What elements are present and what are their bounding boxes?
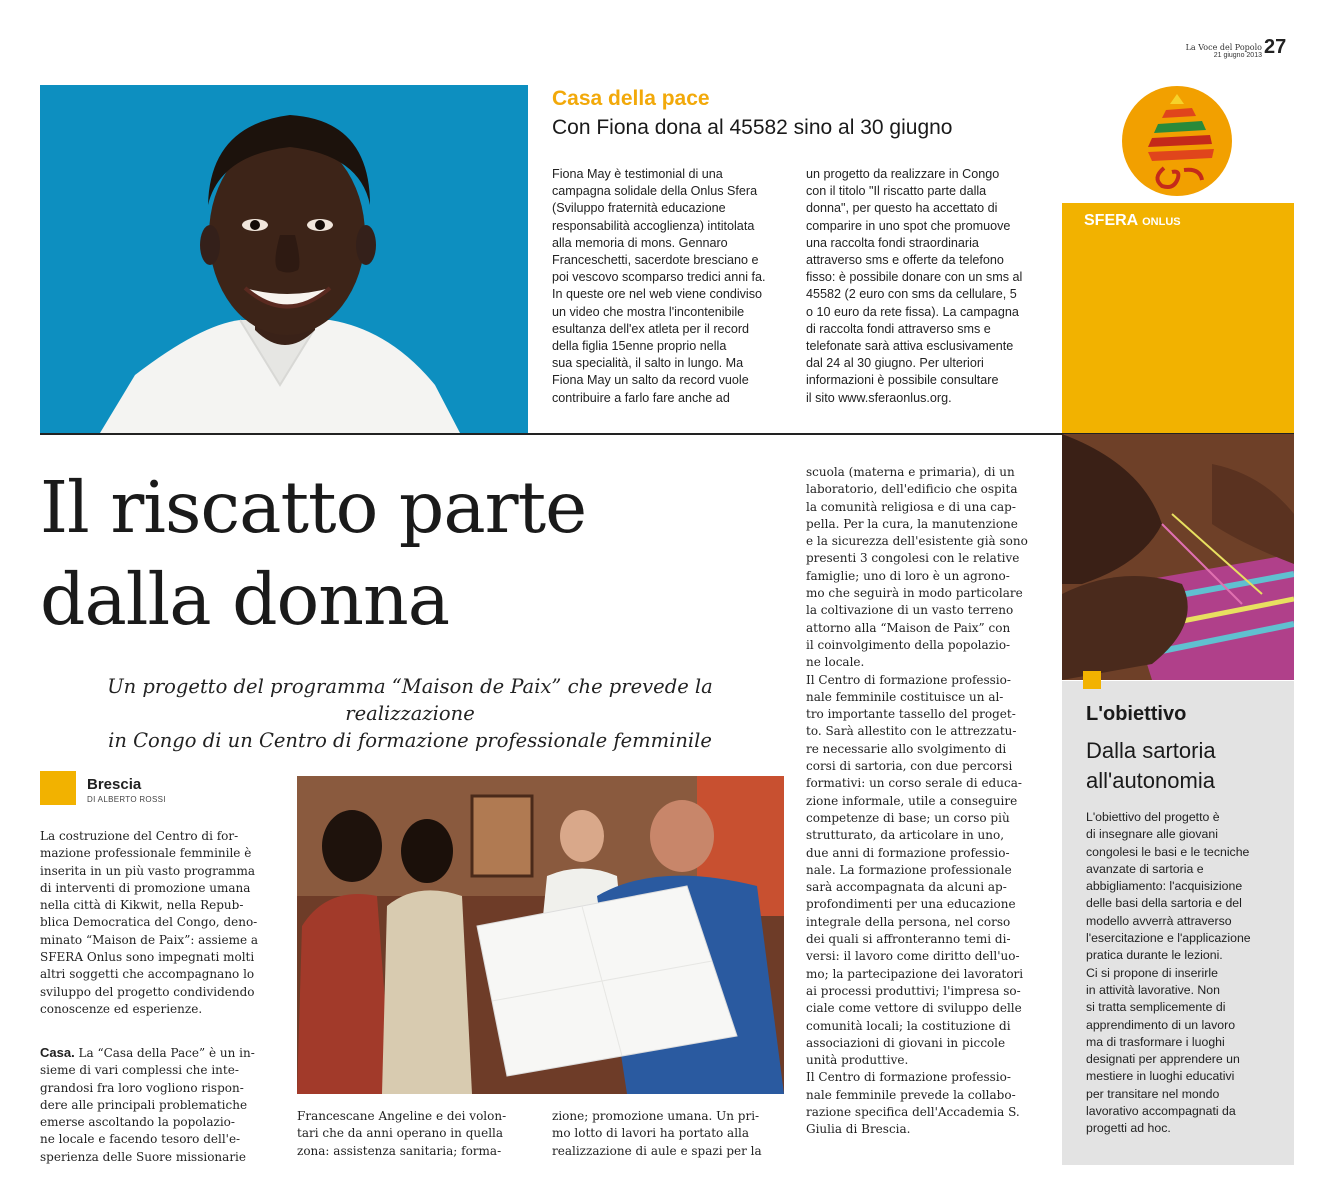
- byline-city: Brescia: [87, 776, 142, 793]
- sfera-name-main: SFERA: [1084, 212, 1138, 229]
- sfera-logo-icon: [1122, 86, 1232, 196]
- top-article-column-1: Fiona May è testimonial di una campagna solidale della Onlus Sfera (Sviluppo fraternità educazione responsabilità accoglienza) intitolata alla memoria di mons. Gennaro Franceschetti, sacerdote bresciano e poi vescovo scomparso tredici anni fa. In queste ore nel web viene condiviso un video che mostra l'incontenibile esultanza dell'ex atleta per il record della figlia 15enne proprio nella sua specialità, il salto in lungo. Ma Fiona May un salto da record vuole contribuire a farlo fare anche ad: [552, 167, 766, 405]
- main-column-4-text: scuola (materna e primaria), di un laboratorio, dell'edificio che ospita la comunità religiosa e di una cap- pella. Per la cura, la manutenzione e la sicurezza dell'esistente già sono presenti 3 congolesi con le relative famiglie; uno di loro è un agrono- mo che seguirà in modo particolare la coltivazione di un vasto terreno attorno alla “Maison de Paix” con il coinvolgimento della popolazio- ne locale. Il Centro di formazione professio- nale femminile costituisce un al- tro importante tassello del proget- to. Sarà allestito con le attrezzatu- re necessarie allo svolgimento di corsi di sartoria, con due percorsi formativi: un corso serale di educa- zione informale, utile a conseguire competenze di base; un corso più strutturato, da articolare in uno, due anni di formazione professio- nale. La formazione professionale sarà accompagnata da alcuni ap- profondimenti per una educazione integrale della persona, nel corso dei quali si affronteranno temi di- versi: il lavoro come diritto dell'uo- mo; la partecipazione dei lavoratori ai processi produttivi; l'impresa so- ciale come vettore di sviluppo delle comunità locali; la costituzione di associazioni di giovani in piccole unità produttive. Il Centro di formazione professio- nale femminile prevede la collabo- razione specifica dell'Accademia S. Giulia di Brescia.: [806, 465, 1028, 1137]
- main-subtitle: Un progetto del programma “Maison de Paix” che prevede la realizzazione in Congo di un Centro di formazione professionale femminile: [107, 675, 713, 752]
- sfera-name-suffix: ONLUS: [1142, 216, 1181, 228]
- weaving-photo: [1062, 434, 1294, 680]
- sfera-name: [1084, 212, 1181, 230]
- group-photo-illustration: [297, 776, 784, 1094]
- main-column-3-text: zione; promozione umana. Un pri- mo lotto di lavori ha portato alla realizzazione di aule e spazi per la: [552, 1109, 762, 1158]
- paragraph-text: La “Casa della Pace” è un in- sieme di vari complessi che inte- grandosi fra loro vogliono rispon- dere alle principali problematiche emerse ascoltando la popolazio- ne locale e facendo tesoro dell'e- sperienza delle Suore missionarie: [40, 1046, 255, 1164]
- byline-author: DI ALBERTO ROSSI: [87, 795, 166, 804]
- masthead: [1182, 44, 1262, 60]
- top-article-headline: Con Fiona dona al 45582 sino al 30 giugno: [552, 116, 953, 139]
- sfera-box: [1062, 203, 1294, 434]
- main-column-1-paragraph-1: La costruzione del Centro di for- mazione professionale femminile è inserita in un più vasto programma di interventi di promozione umana nella città di Kikwit, nella Repub- blica Democratica del Congo, deno- minato “Maison de Paix”: assieme a SFERA Onlus sono impegnati molti altri soggetti che accompagnano lo sviluppo del progetto condividendo conoscenze ed esperienze.: [40, 829, 259, 1016]
- byline-marker: [40, 771, 76, 805]
- obiettivo-headline: Dalla sartoria all'autonomia: [1086, 738, 1216, 793]
- obiettivo-kicker: L'obiettivo: [1086, 703, 1187, 725]
- paragraph-lead: Casa.: [40, 1045, 75, 1060]
- top-article-kicker: Casa della pace: [552, 87, 710, 110]
- portrait-photo: [40, 85, 528, 433]
- main-title: Il riscatto parte dalla donna: [40, 466, 587, 641]
- page-number: 27: [1264, 36, 1287, 58]
- obiettivo-body: L'obiettivo del progetto è di insegnare alle giovani congolesi le basi e le tecniche avanzate di sartoria e abbigliamento: l'acquisizione delle basi della sartoria e del modello avverrà attraverso l'esercitazione e l'applicazione pratica durante le lezioni. Ci si propone di inserirle in attività lavorative. Non si tratta semplicemente di apprendimento di un lavoro ma di trasformare i luoghi designati per apprendere un mestiere in luoghi educativi per transitare nel mondo lavorativo accompagnati da progetti ad hoc.: [1086, 810, 1251, 1136]
- main-column-2-text: Francescane Angeline e dei volon- tari che da anni operano in quella zona: assistenza sanitaria; forma-: [297, 1109, 507, 1158]
- weaving-photo-illustration: [1062, 434, 1294, 680]
- portrait-illustration: [40, 85, 528, 433]
- masthead-date: 21 giugno 2013: [1213, 52, 1262, 59]
- group-photo: [297, 776, 784, 1094]
- masthead-title: La Voce del Popolo: [1185, 43, 1262, 52]
- top-article-column-2: un progetto da realizzare in Congo con il titolo "Il riscatto parte dalla donna", per questo ha accettato di comparire in uno spot che promuove una raccolta fondi straordinaria attraverso sms e offerte da telefono fisso: è possibile donare con un sms al 45582 (2 euro con sms da cellulare, 5 o 10 euro da rete fissa). La campagna di raccolta fondi attraverso sms e telefonate sarà attiva esclusivamente dal 24 al 30 giugno. Per ulteriori informazioni è possibile consultare il sito www.sferaonlus.org.: [806, 167, 1023, 405]
- main-column-1-paragraph-2: [40, 1044, 285, 1166]
- sfera-logo: [1122, 86, 1232, 196]
- obiettivo-marker: [1083, 671, 1101, 689]
